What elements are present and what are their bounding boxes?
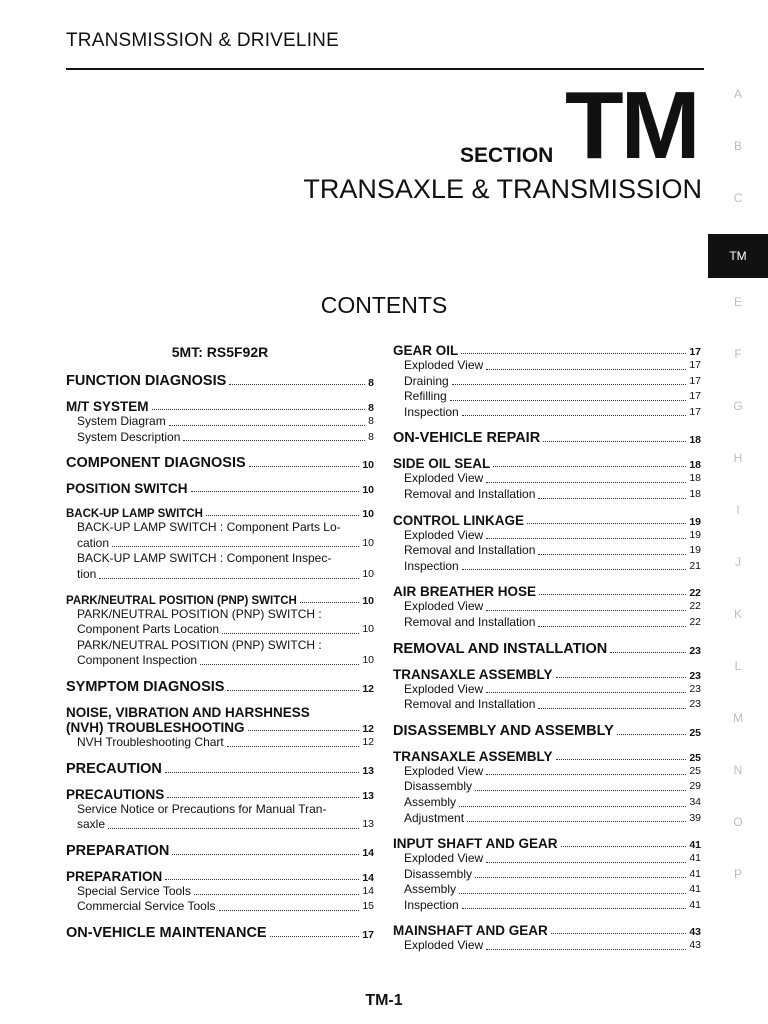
toc-entry-label: Component Inspection <box>77 653 198 668</box>
toc-entry-label: Removal and Installation <box>404 486 536 501</box>
toc-entry[interactable] <box>393 811 701 827</box>
toc-entry[interactable] <box>393 358 701 374</box>
model-heading: 5MT: RS5F92R <box>171 344 269 360</box>
toc-entry-page: 17 <box>689 405 701 418</box>
toc-entry[interactable] <box>66 455 374 471</box>
toc-entry-page: 13 <box>362 764 374 777</box>
toc-entry-page: 14 <box>362 884 374 897</box>
toc-entry[interactable] <box>393 584 701 599</box>
toc-entry-page: 18 <box>689 472 701 485</box>
section-code: TM <box>565 72 698 179</box>
toc-entry[interactable] <box>66 622 374 638</box>
section-label: SECTION <box>460 144 554 167</box>
toc-entry-label: PRECAUTION <box>66 760 162 777</box>
side-index-letter[interactable]: H <box>733 451 743 465</box>
toc-entry-label: SYMPTOM DIAGNOSIS <box>66 678 225 695</box>
toc-entry[interactable] <box>393 898 701 914</box>
toc-entry[interactable] <box>393 374 701 390</box>
toc-entry[interactable] <box>66 925 374 941</box>
toc-entry[interactable] <box>393 882 701 898</box>
side-index-letter[interactable]: O <box>733 815 743 829</box>
toc-entry-page: 10 <box>362 508 374 521</box>
toc-entry[interactable] <box>393 697 701 713</box>
side-index-letter[interactable]: A <box>733 87 742 101</box>
toc-entry-label: Draining <box>404 373 449 388</box>
toc-entry[interactable] <box>393 867 701 883</box>
toc-entry[interactable] <box>393 456 701 471</box>
toc-entry[interactable] <box>393 559 701 575</box>
toc-entry[interactable] <box>66 481 374 496</box>
toc-entry[interactable] <box>66 817 374 833</box>
toc-entry-label: Exploded View <box>404 358 484 372</box>
toc-entry-page: 23 <box>689 669 701 682</box>
toc-entry-label: ON-VEHICLE REPAIR <box>393 430 541 447</box>
toc-entry-page: 41 <box>689 839 701 852</box>
toc-entry[interactable] <box>66 508 374 520</box>
toc-right-column <box>393 338 701 954</box>
toc-entry-page: 23 <box>689 682 701 695</box>
toc-entry-page: 18 <box>689 487 701 500</box>
toc-entry-page: 43 <box>689 926 701 939</box>
toc-entry-label: TRANSAXLE ASSEMBLY <box>393 748 553 764</box>
toc-entry-label: Commercial Service Tools <box>77 899 216 914</box>
toc-entry[interactable] <box>393 471 701 487</box>
toc-entry-label: Refilling <box>404 389 447 404</box>
toc-entry-page: 23 <box>689 698 701 711</box>
toc-entry[interactable] <box>393 513 701 528</box>
toc-entry[interactable] <box>393 779 701 795</box>
toc-entry-label: DISASSEMBLY AND ASSEMBLY <box>393 722 614 739</box>
toc-entry-label: tion <box>77 566 97 581</box>
side-index-letter[interactable]: L <box>734 659 742 673</box>
toc-entry-label: Removal and Installation <box>404 543 536 558</box>
toc-entry[interactable] <box>66 884 374 900</box>
toc-entry-page: 41 <box>689 898 701 911</box>
toc-entry[interactable] <box>393 723 701 739</box>
toc-entry-label: cation <box>77 535 110 550</box>
toc-entry[interactable] <box>66 720 374 735</box>
toc-entry-page: 25 <box>689 751 701 764</box>
section-title: TRANSAXLE & TRANSMISSION <box>303 174 702 204</box>
toc-entry[interactable] <box>66 595 374 607</box>
toc-entry[interactable] <box>393 667 701 682</box>
toc-entry-page: 34 <box>689 795 701 808</box>
toc-entry-page: 13 <box>362 818 374 831</box>
toc-entry[interactable] <box>393 343 701 358</box>
toc-entry-label: BACK-UP LAMP SWITCH <box>66 508 203 521</box>
toc-entry-page: 17 <box>689 390 701 403</box>
toc-entry-label: FUNCTION DIAGNOSIS <box>66 373 227 389</box>
toc-entry-page: 22 <box>689 587 701 600</box>
toc-entry-page: 25 <box>689 764 701 777</box>
toc-entry-label: REMOVAL AND INSTALLATION <box>393 640 608 657</box>
toc-entry[interactable] <box>66 761 374 777</box>
toc-entry-page: 25 <box>689 726 701 739</box>
toc-entry[interactable] <box>393 528 701 544</box>
toc-entry[interactable] <box>393 389 701 405</box>
toc-entry[interactable] <box>393 836 701 851</box>
toc-entry-page: 10 <box>362 623 374 636</box>
toc-entry-page: 8 <box>368 377 374 389</box>
page-number: TM-1 <box>365 992 403 1009</box>
toc-entry-label: SIDE OIL SEAL <box>393 456 491 472</box>
toc-entry-page: 10 <box>362 567 374 580</box>
toc-entry-page: 8 <box>368 402 374 414</box>
side-index-letter-active[interactable]: TM <box>708 234 768 278</box>
toc-entry-label: ON-VEHICLE MAINTENANCE <box>66 924 267 941</box>
toc-entry-label: PREPARATION <box>66 868 163 884</box>
toc-entry-label: Exploded View <box>404 599 484 614</box>
toc-entry-page: 8 <box>368 415 374 427</box>
toc-entry-page: 41 <box>689 883 701 896</box>
toc-entry-label: AIR BREATHER HOSE <box>393 584 537 600</box>
side-index-letter[interactable]: F <box>734 347 742 361</box>
toc-entry-label-line[interactable]: PARK/NEUTRAL POSITION (PNP) SWITCH : <box>77 637 322 652</box>
contents-title: CONTENTS <box>320 292 448 318</box>
toc-entry-page: 14 <box>362 871 374 884</box>
side-index-letter[interactable]: P <box>733 867 742 881</box>
toc-entry-page: 29 <box>689 780 701 793</box>
toc-entry-label: Removal and Installation <box>404 614 536 629</box>
toc-entry-label: saxle <box>77 817 106 832</box>
toc-entry-page: 41 <box>689 852 701 865</box>
side-index-letter[interactable]: I <box>736 503 740 517</box>
toc-entry-page: 12 <box>362 722 374 735</box>
toc-entry[interactable] <box>393 923 701 938</box>
toc-entry-label: PRECAUTIONS <box>66 786 165 802</box>
toc-entry-page: 10 <box>362 484 374 497</box>
toc-entry-label: PREPARATION <box>66 842 170 859</box>
toc-entry[interactable] <box>393 615 701 631</box>
toc-entry-page: 14 <box>362 846 374 859</box>
toc-entry-label: Exploded View <box>404 681 484 696</box>
toc-entry-label: POSITION SWITCH <box>66 481 188 497</box>
toc-entry-page: 10 <box>362 654 374 667</box>
toc-entry[interactable] <box>66 679 374 695</box>
toc-entry-page: 41 <box>689 867 701 880</box>
toc-entry-label-line[interactable]: BACK-UP LAMP SWITCH : Component Inspec- <box>77 551 332 566</box>
toc-entry[interactable] <box>66 373 374 389</box>
toc-entry-label: Assembly <box>404 882 457 897</box>
toc-entry-page: 22 <box>689 600 701 613</box>
toc-entry[interactable] <box>66 735 374 751</box>
toc-entry[interactable] <box>393 487 701 503</box>
toc-entry-page: 17 <box>689 374 701 387</box>
side-index-letter[interactable]: C <box>733 191 743 205</box>
toc-entry-label-line[interactable]: BACK-UP LAMP SWITCH : Component Parts Lo- <box>77 520 341 535</box>
toc-entry-label: TRANSAXLE ASSEMBLY <box>393 666 553 682</box>
toc-entry-page: 12 <box>362 682 374 695</box>
toc-entry-label: CONTROL LINKAGE <box>393 512 524 528</box>
toc-entry[interactable] <box>66 414 374 430</box>
toc-entry-label: Exploded View <box>404 763 484 778</box>
toc-entry[interactable] <box>393 764 701 780</box>
toc-entry-label: Special Service Tools <box>77 883 191 898</box>
side-index-letter[interactable]: M <box>733 711 743 725</box>
toc-entry-label: Exploded View <box>404 938 484 953</box>
toc-entry-label: Assembly <box>404 794 457 809</box>
side-index-letter[interactable]: E <box>733 295 742 309</box>
toc-entry-label: Disassembly <box>404 866 473 881</box>
toc-entry-page: 17 <box>362 928 374 941</box>
toc-entry-label: MAINSHAFT AND GEAR <box>393 923 548 939</box>
toc-entry-label: Adjustment <box>404 810 465 825</box>
side-index-letter[interactable]: K <box>733 607 742 621</box>
toc-entry-label: GEAR OIL <box>393 343 459 358</box>
toc-entry-page: 12 <box>362 735 374 748</box>
toc-entry-label: INPUT SHAFT AND GEAR <box>393 836 558 852</box>
toc-entry-label: Exploded View <box>404 527 484 542</box>
toc-entry-label: System Diagram <box>77 414 166 428</box>
toc-entry-page: 43 <box>689 939 701 952</box>
toc-entry-label: Exploded View <box>404 851 484 866</box>
toc-entry-page: 22 <box>689 615 701 628</box>
toc-entry[interactable] <box>66 787 374 802</box>
toc-entry[interactable] <box>393 938 701 954</box>
toc-entry-label: Exploded View <box>404 471 484 486</box>
toc-entry-label-line[interactable]: Service Notice or Precautions for Manual Tran- <box>77 801 327 816</box>
toc-entry-page: 18 <box>689 459 701 472</box>
toc-entry[interactable] <box>66 843 374 859</box>
side-index <box>708 78 768 910</box>
toc-entry[interactable] <box>66 430 374 446</box>
toc-entry[interactable] <box>66 567 374 583</box>
side-index-letter[interactable]: J <box>735 555 741 569</box>
toc-entry[interactable] <box>66 869 374 884</box>
toc-entry-page: 8 <box>368 430 374 443</box>
toc-entry-label: Removal and Installation <box>404 697 536 712</box>
toc-entry[interactable] <box>66 899 374 915</box>
toc-entry-label-line[interactable]: PARK/NEUTRAL POSITION (PNP) SWITCH : <box>77 606 322 621</box>
toc-entry[interactable] <box>66 653 374 669</box>
toc-entry-page: 23 <box>689 644 701 657</box>
toc-entry[interactable] <box>66 536 374 552</box>
side-index-letter[interactable]: G <box>733 399 743 413</box>
toc-entry-page: 10 <box>362 459 374 472</box>
toc-entry-page: 17 <box>689 359 701 371</box>
toc-entry-label: (NVH) TROUBLESHOOTING <box>66 719 245 735</box>
toc-entry-label: NVH Troubleshooting Chart <box>77 734 224 749</box>
toc-entry[interactable] <box>393 430 701 446</box>
toc-entry-label: Inspection <box>404 404 459 419</box>
toc-entry-label: System Description <box>77 429 181 444</box>
toc-entry-label: Component Parts Location <box>77 622 220 637</box>
side-index-letter[interactable]: B <box>733 139 742 153</box>
toc-entry-page: 39 <box>689 811 701 824</box>
header-rule <box>66 68 704 70</box>
toc-entry-label: COMPONENT DIAGNOSIS <box>66 455 246 472</box>
toc-entry-page: 13 <box>362 789 374 802</box>
toc-entry-page: 10 <box>362 594 374 607</box>
toc-entry[interactable] <box>66 399 374 414</box>
toc-entry[interactable] <box>393 405 701 421</box>
toc-entry-page: 19 <box>689 528 701 541</box>
toc-entry[interactable] <box>393 851 701 867</box>
toc-entry-label: PARK/NEUTRAL POSITION (PNP) SWITCH <box>66 594 297 607</box>
toc-entry-page: 19 <box>689 515 701 528</box>
toc-entry-label: Inspection <box>404 897 459 912</box>
toc-left-column <box>66 338 374 941</box>
toc-entry[interactable] <box>393 599 701 615</box>
toc-entry-label-line[interactable]: NOISE, VIBRATION AND HARSHNESS <box>66 704 310 720</box>
side-index-letter[interactable]: N <box>733 763 743 777</box>
toc-entry-page: 18 <box>689 434 701 447</box>
toc-entry[interactable] <box>393 641 701 657</box>
toc-entry-label: Inspection <box>404 558 459 573</box>
toc-entry[interactable] <box>393 682 701 698</box>
toc-entry[interactable] <box>393 795 701 811</box>
toc-entry-label: Disassembly <box>404 779 473 794</box>
toc-entry[interactable] <box>393 749 701 764</box>
toc-entry-page: 21 <box>689 559 701 572</box>
toc-entry-page: 15 <box>362 900 374 913</box>
toc-entry-page: 10 <box>362 536 374 549</box>
toc-entry-label: M/T SYSTEM <box>66 399 149 414</box>
toc-entry-page: 19 <box>689 544 701 557</box>
page-header: TRANSMISSION & DRIVELINE <box>66 30 339 51</box>
toc-entry-page: 17 <box>689 346 701 358</box>
toc-entry[interactable] <box>393 543 701 559</box>
